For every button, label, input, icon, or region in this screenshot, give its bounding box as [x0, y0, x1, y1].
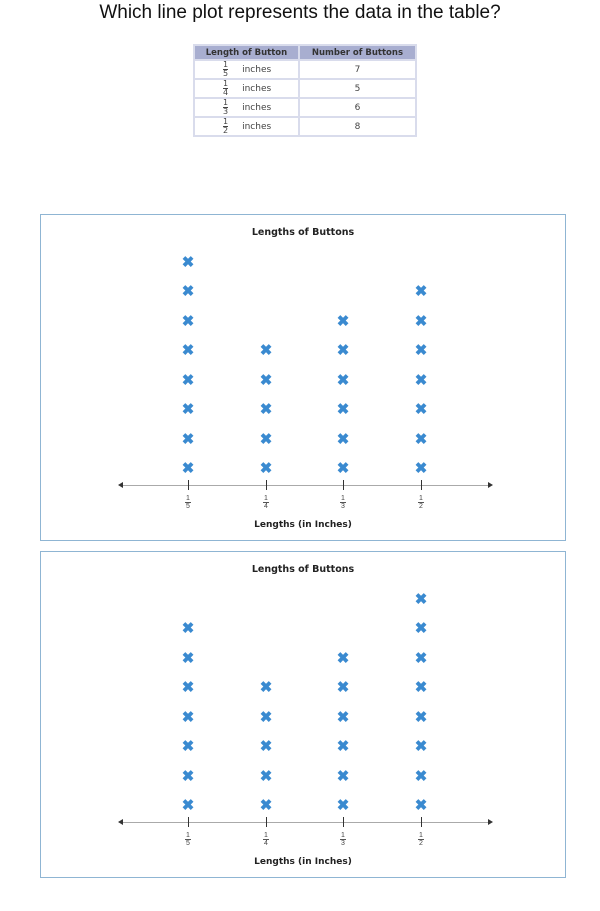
x-mark: ✖: [414, 590, 428, 608]
x-mark: ✖: [336, 342, 350, 359]
arrow-right-icon: [488, 482, 493, 488]
x-mark: ✖: [336, 708, 350, 726]
header-length: Length of Button: [194, 45, 299, 60]
fraction: [223, 99, 228, 116]
count-cell: 5: [299, 79, 416, 98]
tick-mark: [266, 480, 267, 490]
x-mark: ✖: [414, 767, 428, 785]
x-mark: ✖: [259, 342, 273, 359]
numerator: 1: [419, 495, 423, 502]
plot-title: Lengths of Buttons: [251, 564, 355, 575]
arrow-left-icon: [118, 482, 123, 488]
denominator: 2: [419, 503, 423, 510]
x-mark: ✖: [181, 283, 195, 300]
numerator: 1: [223, 60, 229, 69]
length-cell: [194, 79, 299, 98]
x-mark: ✖: [181, 371, 195, 389]
x-mark: ✖: [259, 371, 273, 389]
x-mark: ✖: [414, 620, 428, 637]
arrow-left-icon: [118, 819, 123, 825]
x-mark: ✖: [181, 797, 195, 814]
denominator: 5: [223, 69, 229, 78]
table-row: [194, 60, 416, 79]
x-mark: ✖: [414, 283, 428, 300]
denominator: 3: [223, 107, 229, 116]
tick-label: [337, 495, 349, 510]
denominator: 5: [186, 840, 190, 847]
numerator: 1: [186, 832, 190, 839]
count-cell: 7: [299, 60, 416, 79]
x-mark: ✖: [414, 649, 428, 667]
unit: inches: [242, 103, 272, 113]
question-text: Which line plot represents the data in the table?: [99, 2, 501, 23]
numerator: 1: [264, 495, 268, 502]
numerator: 1: [419, 832, 423, 839]
tick-mark: [266, 817, 267, 827]
tick-mark: [343, 817, 344, 827]
denominator: 4: [264, 503, 268, 510]
unit: inches: [242, 65, 272, 75]
x-mark: ✖: [336, 460, 350, 477]
numerator: 1: [186, 495, 190, 502]
tick-label: [182, 495, 194, 510]
numerator: 1: [341, 832, 345, 839]
x-mark: ✖: [181, 460, 195, 477]
fraction: [223, 80, 228, 97]
tick-mark: [188, 817, 189, 827]
numerator: 1: [223, 98, 229, 107]
arrow-right-icon: [488, 819, 493, 825]
plot-title: Lengths of Buttons: [251, 227, 355, 238]
tick-mark: [421, 817, 422, 827]
fraction: [223, 118, 228, 135]
x-mark: ✖: [336, 738, 350, 755]
numerator: 1: [264, 832, 268, 839]
x-mark: ✖: [259, 430, 273, 448]
x-mark: ✖: [259, 401, 273, 418]
x-mark: ✖: [414, 401, 428, 418]
tick-mark: [188, 480, 189, 490]
x-mark: ✖: [259, 767, 273, 785]
denominator: 3: [341, 840, 345, 847]
tick-mark: [343, 480, 344, 490]
header-count: Number of Buttons: [299, 45, 416, 60]
x-mark: ✖: [414, 312, 428, 330]
x-mark: ✖: [336, 767, 350, 785]
x-mark: ✖: [259, 797, 273, 814]
x-mark: ✖: [336, 430, 350, 448]
x-mark: ✖: [181, 767, 195, 785]
number-line: [121, 485, 491, 486]
count-cell: 6: [299, 98, 416, 117]
x-mark: ✖: [414, 430, 428, 448]
x-mark: ✖: [336, 649, 350, 667]
length-cell: [194, 117, 299, 136]
x-mark: ✖: [181, 738, 195, 755]
x-mark: ✖: [336, 679, 350, 696]
x-mark: ✖: [181, 342, 195, 359]
x-mark: ✖: [336, 371, 350, 389]
count-cell: 8: [299, 117, 416, 136]
x-mark: ✖: [414, 342, 428, 359]
x-mark: ✖: [181, 401, 195, 418]
numerator: 1: [223, 117, 229, 126]
line-plot-option-1[interactable]: [40, 214, 566, 541]
fraction: [223, 61, 228, 78]
line-plot-option-2[interactable]: [40, 551, 566, 878]
tick-label: [260, 832, 272, 847]
x-axis-label: Lengths (in Inches): [254, 520, 352, 530]
x-mark: ✖: [414, 460, 428, 477]
x-mark: ✖: [414, 738, 428, 755]
denominator: 2: [419, 840, 423, 847]
x-mark: ✖: [414, 679, 428, 696]
tick-label: [415, 832, 427, 847]
x-mark: ✖: [181, 253, 195, 271]
x-mark: ✖: [259, 679, 273, 696]
x-mark: ✖: [259, 708, 273, 726]
denominator: 2: [223, 126, 229, 135]
denominator: 4: [264, 840, 268, 847]
tick-label: [415, 495, 427, 510]
x-axis-label: Lengths (in Inches): [254, 857, 352, 867]
unit: inches: [242, 84, 272, 94]
x-mark: ✖: [181, 620, 195, 637]
tick-label: [260, 495, 272, 510]
number-line: [121, 822, 491, 823]
x-mark: ✖: [336, 797, 350, 814]
table-row: [194, 117, 416, 136]
length-cell: [194, 98, 299, 117]
x-mark: ✖: [414, 371, 428, 389]
x-mark: ✖: [336, 401, 350, 418]
tick-mark: [421, 480, 422, 490]
numerator: 1: [223, 79, 229, 88]
x-mark: ✖: [181, 708, 195, 726]
x-mark: ✖: [336, 312, 350, 330]
table-row: [194, 98, 416, 117]
x-mark: ✖: [259, 460, 273, 477]
denominator: 3: [341, 503, 345, 510]
numerator: 1: [341, 495, 345, 502]
x-mark: ✖: [181, 649, 195, 667]
denominator: 5: [186, 503, 190, 510]
table-row: [194, 79, 416, 98]
length-cell: [194, 60, 299, 79]
unit: inches: [242, 122, 272, 132]
denominator: 4: [223, 88, 229, 97]
x-mark: ✖: [181, 312, 195, 330]
tick-label: [337, 832, 349, 847]
x-mark: ✖: [414, 797, 428, 814]
x-mark: ✖: [414, 708, 428, 726]
tick-label: [182, 832, 194, 847]
x-mark: ✖: [259, 738, 273, 755]
data-table: [193, 44, 417, 137]
x-mark: ✖: [181, 679, 195, 696]
x-mark: ✖: [181, 430, 195, 448]
